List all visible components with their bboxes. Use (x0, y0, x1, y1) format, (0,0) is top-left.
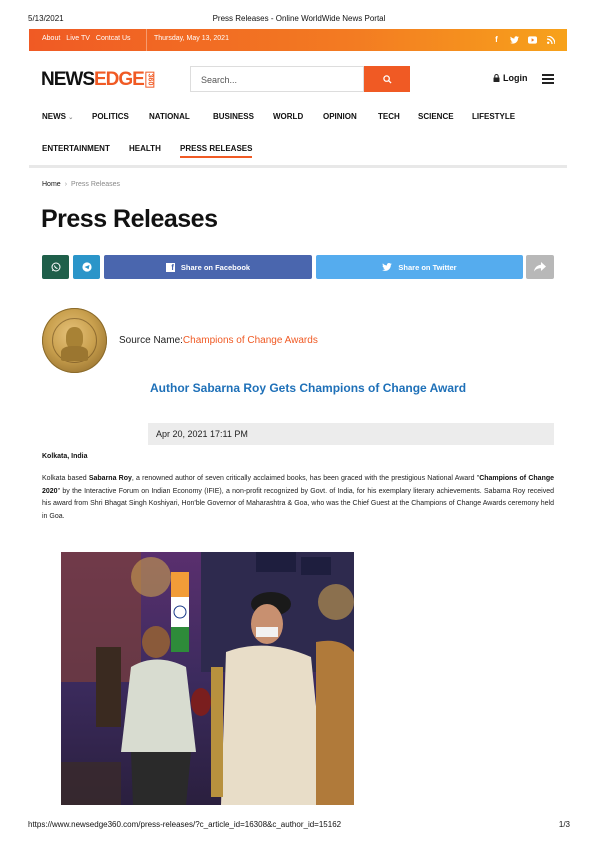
print-date: 5/13/2021 (28, 14, 64, 23)
nav-news[interactable]: NEWS ⌄ (42, 112, 74, 121)
current-date: Thursday, May 13, 2021 (154, 35, 229, 42)
topbar-divider (146, 29, 147, 51)
more-share-button[interactable] (526, 255, 554, 279)
nav-divider (29, 165, 567, 168)
twitter-share-label: Share on Twitter (398, 262, 457, 272)
chevron-right-icon: › (64, 181, 68, 188)
breadcrumb (42, 181, 120, 188)
nav-opinion[interactable]: OPINION (323, 112, 357, 121)
search-icon (383, 75, 392, 84)
whatsapp-icon (51, 262, 61, 272)
twitter-icon[interactable] (510, 34, 519, 45)
article-dateline: Kolkata, India (42, 453, 88, 460)
article-datetime: Apr 20, 2021 17:11 PM (148, 423, 554, 445)
nav-business[interactable]: BUSINESS (213, 112, 254, 121)
top-links (42, 35, 131, 42)
social-links (492, 34, 555, 45)
source-link[interactable]: Champions of Change Awards (182, 335, 318, 346)
nav-world[interactable]: WORLD (273, 112, 304, 121)
nav-politics[interactable]: POLITICS (92, 112, 129, 121)
award-ceremony-photo (61, 552, 354, 805)
breadcrumb-current: Press Releases (71, 181, 121, 188)
telegram-share-button[interactable] (73, 255, 100, 279)
nav-press-releases[interactable]: PRESS RELEASES (180, 144, 252, 158)
twitter-share-button[interactable] (316, 255, 523, 279)
nav-health[interactable]: HEALTH (129, 144, 161, 153)
login-label: Login (503, 73, 528, 83)
login-button[interactable] (493, 73, 528, 83)
menu-icon[interactable] (542, 74, 554, 84)
live-tv-link[interactable]: Live TV (66, 35, 90, 42)
top-bar (29, 29, 567, 51)
nav-tech[interactable]: TECH (378, 112, 400, 121)
rss-icon[interactable] (546, 34, 555, 45)
telegram-icon (82, 262, 92, 272)
secondary-nav (42, 144, 252, 158)
facebook-icon: f (166, 263, 175, 272)
print-header (28, 14, 570, 26)
facebook-icon[interactable]: f (495, 35, 498, 44)
facebook-share-label: Share on Facebook (180, 262, 251, 272)
source-label: Source Name: (119, 335, 183, 346)
article-title[interactable]: Author Sabarna Roy Gets Champions of Change Award (150, 381, 467, 395)
nav-entertainment[interactable]: ENTERTAINMENT (42, 144, 110, 153)
lock-icon (493, 74, 500, 82)
search-button[interactable] (364, 66, 410, 92)
main-nav (42, 112, 515, 121)
print-url: https://www.newsedge360.com/press-releases/?c_article_id=16308&c_author_id=15162 (28, 820, 342, 829)
article-body: Kolkata based Sabarna Roy, a renowned author of seven critically acclaimed books, has been graced with the prestigious National Award "Champions of Change 2020" by the Interactive Forum on Indian Economy (IFIE), a non-profit recognized by Govt. of India, for his exemplary literary achievements. Sabarna Roy received his award from Shri Bhagat Singh Koshiyari, Hon'ble Governor of Maharashtra & Goa, who was the Chief Guest at the Champions of Change Awards ceremony held in Goa. (42, 475, 555, 520)
print-title: Press Releases - Online WorldWide News Portal (212, 14, 386, 23)
source-name (119, 335, 318, 346)
logo-360: 360 (146, 73, 154, 86)
breadcrumb-home[interactable]: Home (42, 181, 61, 188)
contact-link[interactable]: Contcat Us (95, 35, 131, 42)
award-medal-logo (42, 308, 107, 373)
whatsapp-share-button[interactable] (42, 255, 69, 279)
twitter-icon (382, 263, 392, 271)
logo-edge: EDGE (94, 69, 144, 90)
print-page-number: 1/3 (558, 820, 570, 829)
site-logo[interactable] (41, 69, 160, 89)
search-input[interactable]: Search... (190, 66, 364, 92)
youtube-icon[interactable] (528, 34, 537, 45)
facebook-share-button[interactable] (104, 255, 312, 279)
nav-science[interactable]: SCIENCE (418, 112, 454, 121)
logo-news: NEWS (41, 69, 94, 90)
about-link[interactable]: About (42, 35, 61, 42)
page-title: Press Releases (41, 205, 218, 233)
nav-national[interactable]: NATIONAL (149, 112, 190, 121)
share-icon (534, 262, 546, 272)
nav-lifestyle[interactable]: LIFESTYLE (472, 112, 516, 121)
